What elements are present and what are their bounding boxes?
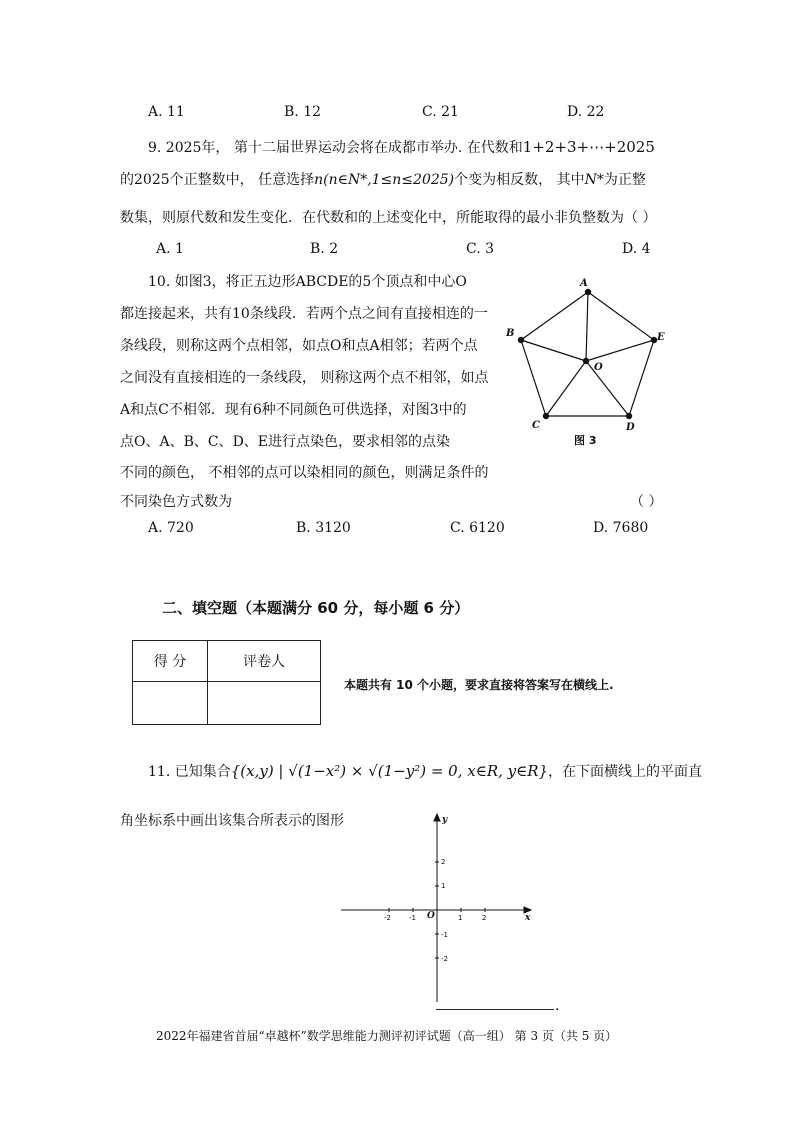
q8-option-d: D. 22 — [567, 104, 605, 120]
q10-option-c: C. 6120 — [450, 520, 505, 536]
section-title: 二、填空题（本题满分 60 分，每小题 6 分） — [162, 599, 470, 617]
segment-od — [586, 361, 629, 416]
center-o — [583, 358, 589, 364]
y-axis-arrow — [434, 814, 440, 821]
q10-line-6: 点O、A、B、C、D、E进行点染色，要求相邻的点染 — [120, 434, 451, 450]
q9-line2-text-a: 的2025个正整数中， 任意选择 — [120, 172, 315, 188]
q10-line-1: 10. 如图3，将正五边形ABCDE的5个顶点和中心O — [148, 274, 467, 290]
label-a: A — [580, 278, 588, 289]
q8-option-b: B. 12 — [284, 104, 322, 120]
q9-line2-text-b: 个变为相反数， 其中 — [454, 172, 585, 188]
section-instruction: 本题共有 10 个小题，要求直接将答案写在横线上. — [344, 678, 614, 692]
label-e: E — [657, 332, 665, 343]
q11-line1 — [148, 761, 702, 781]
x-tick-label-2: 2 — [482, 914, 487, 922]
q10-line-8: 不同染色方式数为 — [120, 494, 232, 510]
score-label: 得 分 — [133, 641, 208, 682]
q10-line-7: 不同的颜色， 不相邻的点可以染相同的颜色，则满足条件的 — [120, 465, 489, 481]
y-axis-label: y — [442, 815, 448, 825]
q8-option-a: A. 11 — [148, 104, 185, 120]
answer-period: . — [555, 998, 560, 1014]
q10-line-3: 条线段，则称这两个点相邻，如点O和点A相邻；若两个点 — [120, 338, 478, 354]
score-cell[interactable] — [133, 682, 208, 725]
segment-oc — [546, 361, 586, 416]
q8-option-c: C. 21 — [422, 104, 459, 120]
x-tick-label-1: 1 — [458, 914, 463, 922]
vertex-c — [543, 413, 549, 419]
x-tick-label-neg2: -2 — [384, 914, 391, 922]
grader-label: 评卷人 — [208, 641, 321, 682]
q11-prefix: 11. 已知集合 — [148, 764, 231, 780]
q9-line2 — [120, 169, 646, 189]
q11-line2: 角坐标系中画出该集合所表示的图形 — [120, 813, 344, 829]
vertex-a — [585, 289, 591, 295]
q9-line3: 数集，则原代数和发生变化．在代数和的上述变化中，所能取得的最小非负整数为（ ） — [120, 210, 657, 226]
q9-line2-n: N* — [584, 172, 604, 188]
label-o: O — [594, 362, 603, 373]
vertex-d — [626, 413, 632, 419]
figure-caption: 图 3 — [574, 434, 597, 447]
x-axis-label: x — [525, 913, 531, 923]
y-tick-label-2: 2 — [441, 858, 446, 866]
coordinate-axes — [335, 810, 565, 1015]
x-tick-label-neg1: -1 — [409, 914, 416, 922]
segment-ob — [521, 340, 586, 361]
q10-option-d: D. 7680 — [593, 520, 649, 536]
q9-line1 — [148, 137, 655, 157]
grader-cell[interactable] — [208, 682, 321, 725]
q10-line-4: 之间没有直接相连的一条线段， 则称这两个点不相邻，如点 — [120, 370, 489, 386]
y-tick-label-neg1: -1 — [441, 931, 448, 939]
q9-line1-expr: 1+2+3+⋯+2025 — [522, 138, 655, 156]
label-c: C — [532, 420, 540, 431]
page-footer: 2022年福建省首届“卓越杯”数学思维能力测评初评试题（高一组） 第 3 页（共 5 页） — [156, 1029, 618, 1043]
score-table — [132, 640, 321, 725]
label-b: B — [506, 328, 515, 339]
q9-option-d: D. 4 — [622, 241, 651, 257]
origin-label: O — [427, 911, 435, 921]
segment-oe — [586, 340, 654, 361]
y-tick-label-neg2: -2 — [441, 955, 448, 963]
q9-option-a: A. 1 — [156, 241, 184, 257]
q10-line-2: 都连接起来，共有10条线段．若两个点之间有直接相连的一 — [120, 306, 488, 322]
answer-underline[interactable] — [436, 1009, 554, 1010]
q10-line-5: A和点C不相邻．现有6种不同颜色可供选择，对图3中的 — [120, 402, 467, 418]
q11-suffix: ，在下面横线上的平面直 — [548, 764, 703, 780]
q9-line2-text-c: 为正整 — [603, 172, 646, 188]
q9-line2-expr: n(n∈N*,1≤n≤2025) — [314, 172, 455, 188]
q9-option-b: B. 2 — [310, 241, 339, 257]
pentagon-figure — [500, 270, 680, 460]
q11-set-expression: {(x,y) | √(1−x²) × √(1−y²) = 0, x∈R, y∈R} — [230, 762, 549, 780]
vertex-b — [518, 337, 524, 343]
q9-line1-text: 9. 2025年， 第十二届世界运动会将在成都市举办. 在代数和 — [148, 140, 523, 156]
q10-option-b: B. 3120 — [296, 520, 351, 536]
q10-paren: （ ） — [630, 494, 663, 510]
q9-option-c: C. 3 — [466, 241, 495, 257]
label-d: D — [626, 422, 635, 433]
q10-option-a: A. 720 — [148, 520, 194, 536]
segment-oa — [586, 292, 588, 361]
y-tick-label-1: 1 — [441, 882, 446, 890]
